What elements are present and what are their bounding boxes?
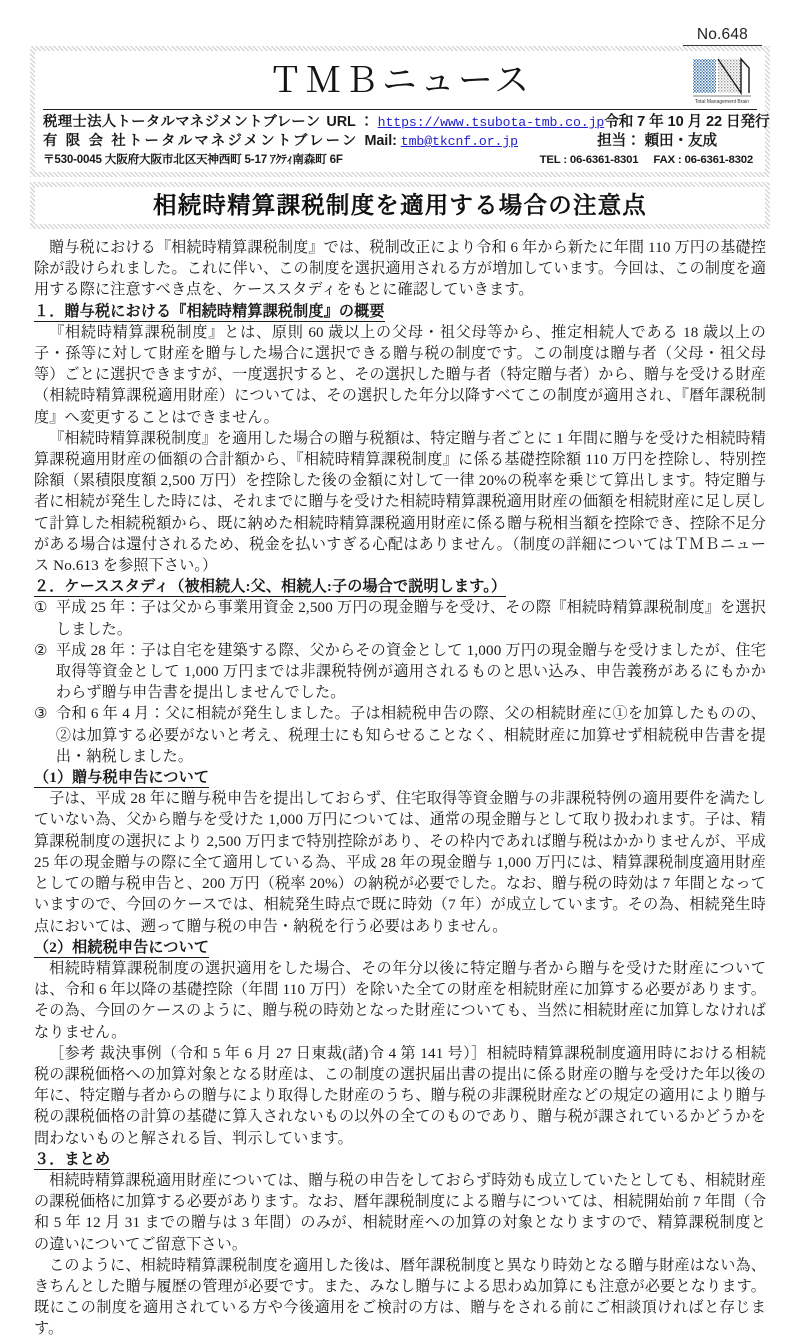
- section-3-paragraph-2: このように、相続時精算課税制度を適用した後は、暦年課税制度と異なり時効となる贈与財産はない為、きちんとした贈与履歴の管理が必要です。また、みなし贈与による思わぬ加算にも注意が必要となります。既にこの制度を適用されている方や今後適用をご検討の方は、贈与をされる前にご相談頂ければと存じます。: [34, 1257, 766, 1338]
- org-name-ltd: 有 限 会 社トータルマネジメントブレーン: [43, 133, 359, 149]
- case-item-1: [34, 598, 766, 640]
- subsection-2-paragraph: 相続時精算課税制度の選択適用をした場合、その年分以後に特定贈与者から贈与を受けた財産については、令和 6 年以降の基礎控除（年間 110 万円）を除いた全ての財産を相続財産に加算する必要があります。その為、今回のケースのように、贈与税の時効となった財産についても、当然に相続財産に加算しなければなりません。: [34, 960, 766, 1041]
- brand-row: [43, 53, 757, 109]
- url-label: URL ：: [326, 114, 374, 130]
- masthead: [30, 46, 770, 177]
- section-2-heading: ２．ケーススタディ（被相続人:父、相続人:子の場合で説明します。）: [34, 579, 507, 596]
- subsection-1-heading: （1）贈与税申告について: [34, 770, 210, 787]
- section-3-heading: ３．まとめ: [34, 1151, 111, 1168]
- org-name-corp: 税理士法人トータルマネジメントブレーン: [43, 114, 321, 130]
- svg-text:Total Management Brain: Total Management Brain: [694, 99, 750, 105]
- telephone-number: TEL : 06-6361-8301: [539, 154, 639, 166]
- phone-fax: [528, 152, 757, 168]
- case-item-3: [34, 704, 766, 768]
- case-item-1-text: 平成 25 年：子は父から事業用資金 2,500 万円の現金贈与を受け、その際『相続時精算課税制度』を選択しました。: [55, 600, 766, 638]
- section-1-paragraph-2: 『相続時精算課税制度』を適用した場合の贈与税額は、特定贈与者ごとに 1 年間に贈与を受けた相続時精算課税適用財産の価額の合計額から、『相続時精算課税制度』に係る基礎控除額 110 万円を控除し、特別控除額（累積限度額 2,500 万円）を控除した後の金額に対して一律 20%の税率を乗じて算出します。特定贈与者に相続が発生した時には、それまでに贈与を受けた相続時精算課税適用財産の価額を相続財産に足し戻して計算した相続税額から、既に納めた相続時精算課税適用財産に係る贈与税相当額を控除でき、控除不足分がある場合は還付されるため、税金を払いすぎる心配はありません。（制度の詳細についてはＴＭＢニュース No.613 を参照下さい。）: [34, 430, 766, 575]
- contact-line-url: [43, 113, 770, 132]
- issue-number-row: [30, 0, 770, 46]
- issue-date: 令和 7 年 10 月 22 日発行: [604, 114, 770, 130]
- headline-box: [30, 182, 770, 229]
- issue-number: No.648: [683, 26, 762, 46]
- contact-block: [43, 109, 770, 168]
- mail-label: Mail:: [364, 133, 397, 149]
- intro-paragraph: 贈与税における『相続時精算課税制度』では、税制改正により令和 6 年から新たに年間 110 万円の基礎控除が設けられました。これに伴い、この制度を選択適用される方が増加しています。今回は、この制度を適用する際に注意すべき点を、ケーススタディをもとに確認していきます。: [34, 240, 766, 299]
- contact-line-mail: [43, 132, 757, 151]
- case-item-2: [34, 641, 766, 705]
- case-item-2-text: 平成 28 年：子は自宅を建築する際、父からその資金として 1,000 万円の現金贈与を受けましたが、住宅取得等資金として 1,000 万円までは非課税特例が適用されるものと思い込み、申告義務があるにもかかわらず贈与申告書を提出しませんでした。: [55, 642, 766, 702]
- article-body: [30, 238, 770, 1341]
- reference-case-paragraph: ［参考 裁決事例（令和 5 年 6 月 27 日東裁(諸)令 4 第 141 号）］相続時精算課税制度適用時における相続税の課税価格への加算対象となる財産は、この制度の選択届出書の提出に係る財産の贈与を受けた年以後の年に、特定贈与者からの贈与により取得した財産のうち、贈与税の非課税財産などの規定の適用により贈与税の課税価格の計算の基礎に算入されないもの以外の全てのものであり、贈与税が課されているかどうかを問わないものと解される旨、判示しています。: [34, 1045, 766, 1147]
- case-item-3-text: 令和 6 年 4 月：父に相続が発生しました。子は相続税申告の際、父の相続財産に①を加算したものの、②は加算する必要がないと考え、税理士にも知らせることなく、相続財産に加算せず相続税申告書を提出・納税しました。: [55, 706, 766, 765]
- subsection-1-paragraph: 子は、平成 28 年に贈与税申告を提出しておらず、住宅取得等資金贈与の非課税特例の適用要件を満たしていない為、父から贈与を受けた 1,000 万円については、通常の現金贈与として取り扱われます。子は、精算課税制度の選択により 2,500 万円まで特別控除があり、その枠内であれば贈与税はかかりませんが、平成 25 年の現金贈与の際に全て適用している為、平成 28 年の現金贈与 1,000 万円には、精算課税制度適用財産としての贈与税申告と、200 万円（税率 20%）の納税が必要でした。なお、贈与税の時効は 7 年間となっていますので、今回のケースでは、相続発生時点で既に時効（7 年）が成立しています。その為、相続発生時点においては、遡って贈与税の申告・納税を行う必要はありません。: [34, 791, 766, 935]
- case-item-2-marker: ②: [34, 642, 48, 659]
- subsection-2-heading: （2）相続税申告について: [34, 939, 210, 956]
- case-item-3-marker: ③: [34, 706, 48, 723]
- postal-address: 〒530-0045 大阪府大阪市北区天神西町 5-17 ｱｸﾃｨ南森町 6F: [43, 153, 343, 166]
- company-logo-icon: [691, 57, 753, 105]
- section-3-paragraph-1: 相続時精算課税適用財産については、贈与税の申告をしておらず時効も成立していたとしても、相続財産の課税価格に加算する必要があります。なお、暦年課税制度による贈与については、相続開始前 7 年間（令和 5 年 12 月 31 までの贈与は 3 年間）のみが、相続財産への加算の対象となりますので、精算課税制度との違いについてご留意下さい。: [34, 1172, 766, 1253]
- case-item-1-marker: ①: [34, 600, 48, 617]
- person-in-charge: 担当： 頼田・友成: [597, 133, 717, 149]
- email-link[interactable]: tmb@tkcnf.or.jp: [400, 134, 518, 149]
- section-1-paragraph-1: 『相続時精算課税制度』とは、原則 60 歳以上の父母・祖父母等から、推定相続人である 18 歳以上の子・孫等に対して財産を贈与した場合に選択できる贈与税の制度です。この制度は贈与者（父母・祖父母等）ごとに選択できますが、一度選択すると、その選択した贈与者（特定贈与者）から、贈与を受ける財産（相続時精算課税適用財産）については、その選択した年分以降すべてこの制度が適用され、『暦年課税制度』へ変更することはできません。: [34, 324, 766, 426]
- website-link[interactable]: https://www.tsubota-tmb.co.jp: [377, 115, 605, 130]
- fax-number: FAX : 06-6361-8302: [653, 154, 753, 166]
- contact-line-address: [43, 152, 757, 168]
- article-headline: 相続時精算課税制度を適用する場合の注意点: [153, 192, 647, 218]
- section-1-heading: １．贈与税における『相続時精算課税制度』の概要: [34, 303, 385, 320]
- publication-title: ＴＭＢニュース: [267, 61, 533, 100]
